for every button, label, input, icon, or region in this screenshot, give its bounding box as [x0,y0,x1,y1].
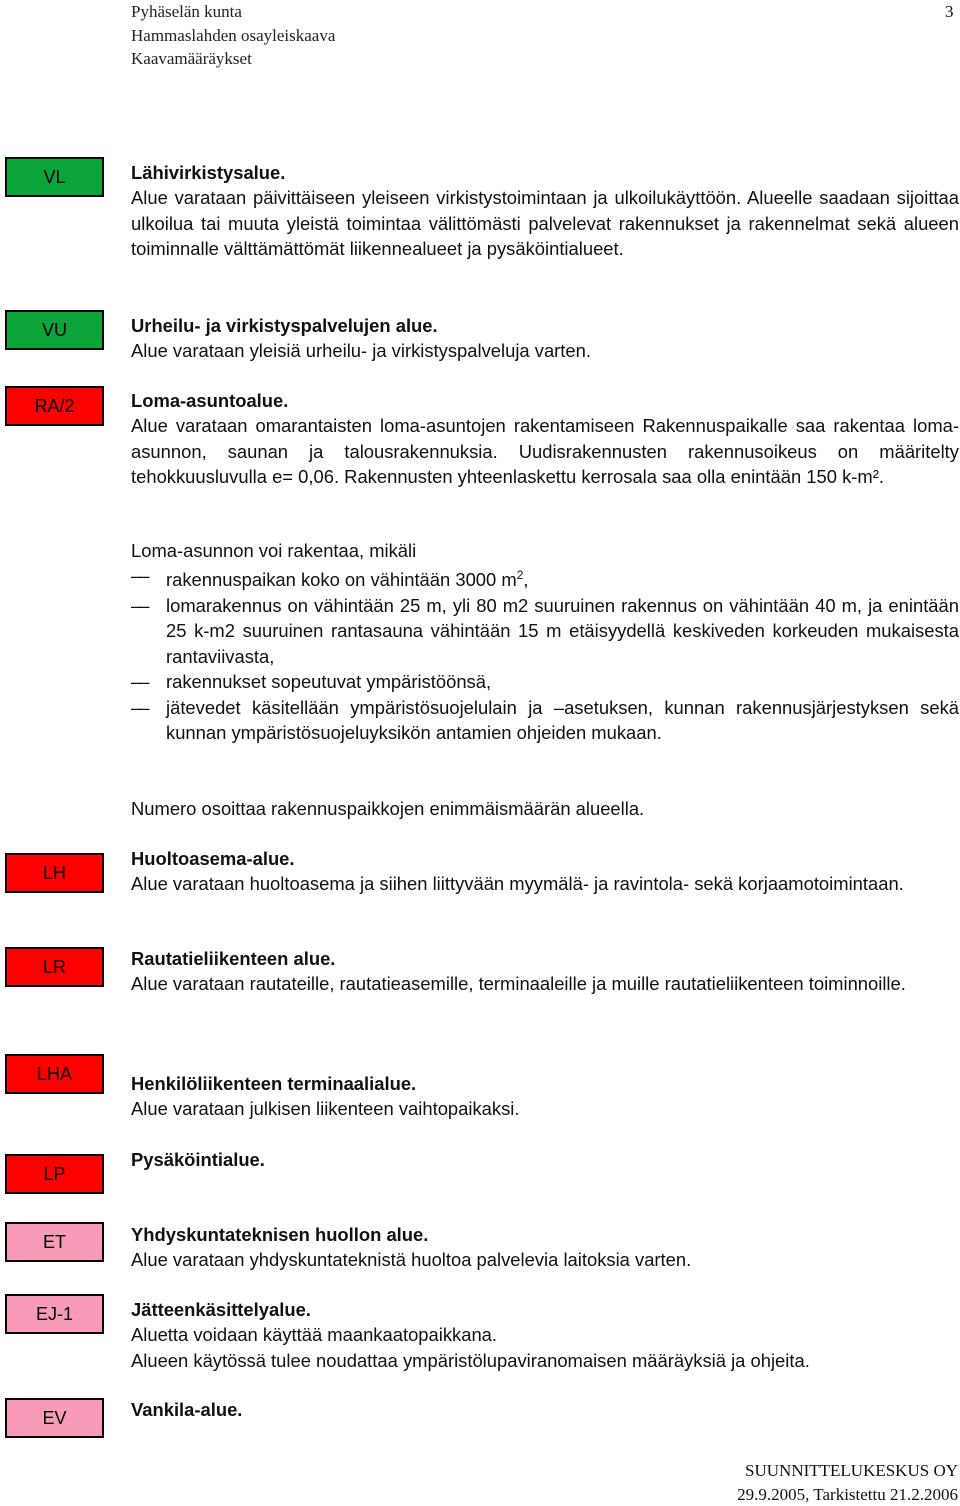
municipality-name: Pyhäselän kunta [131,0,335,24]
ra2-section [131,388,959,490]
ej1-text: Aluetta voidaan käyttää maankaatopaikkana. [131,1322,959,1347]
ra2-title: Loma-asuntoalue. [131,388,959,413]
ev-section [131,1397,959,1422]
condition-trailing-comma: , [523,570,528,591]
et-section [131,1222,959,1273]
lr-text: Alue varataan rautateille, rautatieasemille, terminaaleille ja muille rautatieliikenteen toiminnoille. [131,971,959,996]
document-header [131,0,335,71]
ra2-legend-box [5,386,104,426]
et-code: ET [43,1232,66,1253]
lha-legend-box [5,1054,104,1094]
lr-title: Rautatieliikenteen alue. [131,946,959,971]
lr-code: LR [43,957,66,978]
lha-text: Alue varataan julkisen liikenteen vaihtopaikaksi. [131,1096,959,1121]
ra2-text: Alue varataan omarantaisten loma-asuntojen rakentamiseen Rakennuspaikalle saa rakentaa loma-asunnon, saunan ja talousrakennuksia. Uudisrakennusten rakennusoikeus on määritelty tehokkuusluvulla e= 0,06. Rakennusten yhteenlaskettu kerrosala saa olla enintään 150 k-m². [131,413,959,489]
ej1-code: EJ-1 [36,1304,73,1325]
lr-legend-box [5,947,104,987]
vu-code: VU [42,320,67,341]
ra2-code: RA/2 [34,396,74,417]
vl-title: Lähivirkistysalue. [131,160,959,185]
lh-legend-box [5,853,104,893]
ej1-text-2: Alueen käytössä tulee noudattaa ympäristölupaviranomaisen määräyksiä ja ohjeita. [131,1348,959,1373]
et-title: Yhdyskuntateknisen huollon alue. [131,1222,959,1247]
lp-title: Pysäköintialue. [131,1147,959,1172]
condition-text: rakennuspaikan koko on vähintään 3000 m [166,570,517,591]
vu-section [131,313,959,364]
lh-code: LH [43,863,66,884]
lp-legend-box [5,1154,104,1194]
et-legend-box [5,1222,104,1262]
condition-item: –– lomarakennus on vähintään 25 m, yli 80 m2 suuruinen rakennus on vähintään 40 m, ja enintään 25 k-m2 suuruinen rantasauna vähintään 15 m etäisyydellä keskiveden korkeuden mukaisesta rantaviivasta, [131,593,959,669]
ra2-conditions [131,538,959,745]
ej1-title: Jätteenkäsittelyalue. [131,1297,959,1322]
ev-legend-box [5,1398,104,1438]
lh-title: Huoltoasema-alue. [131,846,959,871]
company-name: SUUNNITTELUKESKUS OY [737,1459,958,1483]
condition-item: –– jätevedet käsitellään ympäristösuojelulain ja –asetuksen, kunnan rakennusjärjestyksen sekä kunnan ympäristösuojeluyksikön antamien ohjeiden mukaan. [131,695,959,746]
vl-code: VL [43,167,65,188]
vu-title: Urheilu- ja virkistyspalvelujen alue. [131,313,959,338]
ej1-section [131,1297,959,1373]
condition-item [131,563,959,593]
ej1-legend-box [5,1294,104,1334]
document-footer [737,1459,958,1506]
ra2-conditions-intro: Loma-asunnon voi rakentaa, mikäli [131,538,959,563]
vu-legend-box [5,310,104,350]
lha-code: LHA [37,1064,72,1085]
ev-title: Vankila-alue. [131,1397,959,1422]
lh-text: Alue varataan huoltoasema ja siihen liittyvään myymälä- ja ravintola- sekä korjaamotoimintaan. [131,871,959,896]
lr-section [131,946,959,997]
plan-name: Hammaslahden osayleiskaava [131,24,335,48]
ra2-note: Numero osoittaa rakennuspaikkojen enimmäismäärän alueella. [131,796,959,821]
ev-code: EV [42,1408,66,1429]
lha-title: Henkilöliikenteen terminaalialue. [131,1071,959,1096]
document-title: Kaavamääräykset [131,47,335,71]
ra2-note-block [131,796,959,821]
lp-section [131,1147,959,1172]
vu-text: Alue varataan yleisiä urheilu- ja virkistyspalveluja varten. [131,338,959,363]
et-text: Alue varataan yhdyskuntateknistä huoltoa palvelevia laitoksia varten. [131,1247,959,1272]
lh-section [131,846,959,897]
condition-item: –– rakennukset sopeutuvat ympäristöönsä, [131,669,959,694]
lha-section [131,1071,959,1122]
lp-code: LP [43,1164,65,1185]
vl-section [131,160,959,262]
vl-legend-box [5,157,104,197]
condition-superscript: 2 [517,568,524,582]
page-number: 3 [945,0,954,24]
document-date: 29.9.2005, Tarkistettu 21.2.2006 [737,1483,958,1506]
vl-text: Alue varataan päivittäiseen yleiseen virkistystoimintaan ja ulkoilukäyttöön. Alueelle saadaan sijoittaa ulkoilua tai muuta yleistä toimintaa välittömästi palvelevat rakennukset ja rakennelmat sekä alueen toiminnalle välttämättömät liikennealueet ja pysäköintialueet. [131,185,959,261]
